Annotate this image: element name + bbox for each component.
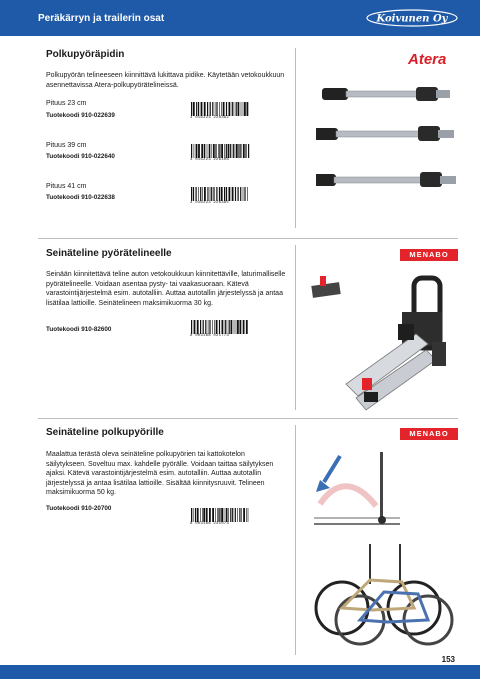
section-divider xyxy=(38,238,458,239)
barcode xyxy=(190,187,250,206)
column-divider xyxy=(295,245,296,410)
column-divider xyxy=(295,425,296,655)
section-description: Maalattua terästä oleva seinäteline polkupyörien tai kattokotelon säilytykseen. Soveltuu max. kahdelle pyörälle. Voidaan taittaa säilytyksen ajaksi. Kätevä varastointijärjestelmä esim. autotalliin. Auttaa autotallin järjestelyssä ja antaa lisätilaa lattioille. Sisältää kiinnitysruuvit. Telineen maksimikuorma 50 kg. xyxy=(46,451,274,496)
section-description: Polkupyörän telineeseen kiinnittävä lukittava pidike. Käytetään vetokoukkuun asennettavissa Atera-polkupyörätelineissä. xyxy=(46,72,285,89)
section-title: Polkupyöräpidin xyxy=(46,49,125,60)
fold-rack-image xyxy=(306,450,406,535)
page-header xyxy=(0,0,480,36)
atera-logo: Atera xyxy=(408,51,447,68)
barcode xyxy=(190,508,250,527)
page-number: 153 xyxy=(441,655,455,664)
column-divider xyxy=(295,48,296,228)
product-code: Tuotekoodi 910-022640 xyxy=(46,153,115,160)
svg-text:Koivunen Oy: Koivunen Oy xyxy=(376,13,448,25)
menabo-logo: MENABO xyxy=(400,428,458,440)
bike-holder-image xyxy=(316,82,464,202)
section-description: Seinään kiinnitettävä teline auton vetokoukkuun kiinnitettäville, laturimalliselle pyörätelineelle. Voidaan asentaa pysty- tai vaakasuoraan. Kätevä varastointijärjestelmä esim. autotalliin. Auttaa autotallin järjestelyssä ja antaa lisätilaa lattioille. Seinätelineen maksimikuorma 30 kg. xyxy=(46,271,286,307)
company-logo xyxy=(366,7,458,29)
barcode-number: 4 016223 226392 xyxy=(190,116,230,120)
barcode xyxy=(190,320,250,339)
product-code: Tuotekoodi 910-022638 xyxy=(46,194,115,201)
barcode-number: 4 016223 226385 xyxy=(190,201,230,205)
section-title: Seinäteline polkupyörille xyxy=(46,427,164,438)
product-code: Tuotekoodi 910-022639 xyxy=(46,112,115,119)
section-title: Seinäteline pyörätelineelle xyxy=(46,248,172,259)
bikes-on-rack-image xyxy=(310,540,460,648)
page-footer-bar xyxy=(0,665,480,679)
variant-length: Pituus 23 cm xyxy=(46,100,87,107)
product-code: Tuotekoodi 910-20700 xyxy=(46,505,112,512)
barcode xyxy=(190,144,250,163)
variant-length: Pituus 41 cm xyxy=(46,183,87,190)
menabo-logo: MENABO xyxy=(400,249,458,261)
product-code: Tuotekoodi 910-82600 xyxy=(46,326,112,333)
barcode xyxy=(190,102,250,121)
barcode-number: 8 003168 021773 xyxy=(190,334,230,338)
section-divider xyxy=(38,418,458,419)
wall-rack-image xyxy=(306,272,458,412)
barcode-number: 4 016223 226408 xyxy=(190,158,230,162)
variant-length: Pituus 39 cm xyxy=(46,142,87,149)
barcode-number: 8 003168 231073 xyxy=(190,522,230,526)
header-title: Peräkärryn ja trailerin osat xyxy=(38,13,165,24)
